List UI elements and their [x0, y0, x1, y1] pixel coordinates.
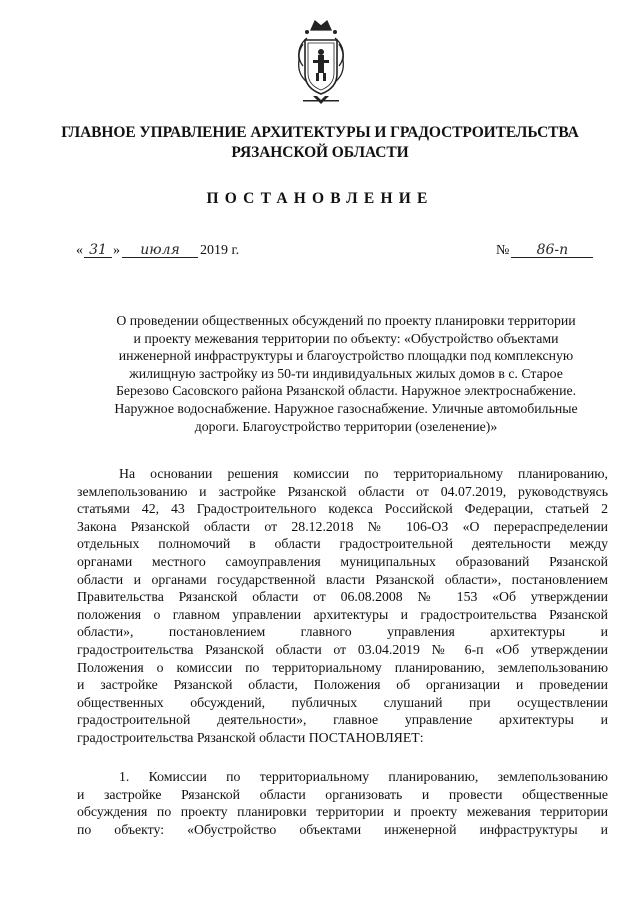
- date-quote-open: «: [76, 243, 83, 258]
- paragraph-line: градостроительной деятельности», главное управление архитектуры и: [77, 712, 608, 728]
- paragraph-line: статьями 42, 43 Градостроительного кодекса Российской Федерации, статьей 2: [77, 501, 608, 517]
- document-number: [496, 243, 593, 259]
- document-type-title: ПОСТАНОВЛЕНИЕ: [206, 190, 434, 207]
- paragraph-line: Положения о комиссии по территориальному планированию, землепользованию: [77, 659, 608, 675]
- organization-name-line2: РЯЗАНСКОЙ ОБЛАСТИ: [231, 144, 409, 161]
- paragraph-line: отдельных полномочий в области градостроительной деятельности между: [77, 536, 608, 552]
- paragraph-line: градостроительства Рязанской области ПОСТАНОВЛЯЕТ:: [77, 729, 424, 745]
- paragraph-line: области и органами государственной власти Рязанской области», постановлением: [77, 571, 608, 587]
- date-day-handwritten: 31: [84, 244, 112, 258]
- coat-of-arms-emblem: [293, 16, 349, 108]
- paragraph-line: 1. Комиссии по территориальному планированию, землепользованию: [119, 769, 608, 784]
- date-month-handwritten: июля: [122, 244, 198, 258]
- subject-line: жилищную застройку из 50-ти индивидуальных жилых домов в с. Старое: [129, 365, 563, 381]
- number-handwritten: 86-п: [511, 244, 593, 258]
- date-year: 2019 г.: [200, 243, 240, 258]
- number-label: №: [496, 243, 510, 258]
- clause-1-paragraph: [77, 768, 608, 838]
- document-date: [76, 243, 239, 259]
- paragraph-line: и застройке Рязанской области, Положения об организации и проведении: [77, 677, 608, 693]
- paragraph-line: обсуждения по проекту планировки территории и проекту межевания территории: [77, 804, 608, 820]
- subject-line: инженерной инфраструктуры и благоустройство площадки под комплексную: [118, 348, 574, 364]
- paragraph-line: Правительства Рязанской области от 06.08.2008 № 153 «Об утверждении: [77, 589, 608, 605]
- paragraph-line: и застройке Рязанской области организовать и провести общественные: [77, 786, 608, 802]
- paragraph-line: землепользованию и застройке Рязанской области от 04.07.2019, руководствуясь: [77, 483, 608, 499]
- subject-line: Наружное водоснабжение. Наружное газоснабжение. Уличные автомобильные: [114, 400, 578, 416]
- paragraph-line: градостроительства Рязанской области от 03.04.2019 № 6-п «Об утверждении: [77, 641, 608, 657]
- date-quote-close: »: [113, 243, 120, 258]
- paragraph-line: На основании решения комиссии по территориальному планированию,: [119, 466, 608, 481]
- paragraph-line: положения о главном управлении архитектуры и градостроительства Рязанской: [77, 606, 608, 622]
- paragraph-line: Закона Рязанской области от 28.12.2018 № 106-ОЗ «О перераспределении: [77, 518, 608, 534]
- subject-line: дороги. Благоустройство территории (озеленение)»: [194, 418, 498, 434]
- paragraph-line: общественных обсуждений, публичных слушаний при осуществлении: [77, 694, 608, 710]
- organization-name-line1: ГЛАВНОЕ УПРАВЛЕНИЕ АРХИТЕКТУРЫ И ГРАДОСТРОИТЕЛЬСТВА: [61, 124, 579, 141]
- paragraph-line: области», постановлением главного управления архитектуры и: [77, 624, 608, 640]
- subject-line: О проведении общественных обсуждений по проекту планировки территории: [116, 313, 576, 328]
- document-subject: [86, 312, 606, 435]
- paragraph-line: органами местного самоуправления муниципальных образований Рязанской: [77, 553, 608, 569]
- subject-line: и проекту межевания территории по объекту: «Обустройство объектами: [133, 330, 559, 346]
- subject-line: Березово Сасовского района Рязанской области. Наружное электроснабжение.: [115, 383, 577, 399]
- preamble-paragraph: [77, 465, 608, 747]
- paragraph-line: по объекту: «Обустройство объектами инженерной инфраструктуры и: [77, 821, 608, 837]
